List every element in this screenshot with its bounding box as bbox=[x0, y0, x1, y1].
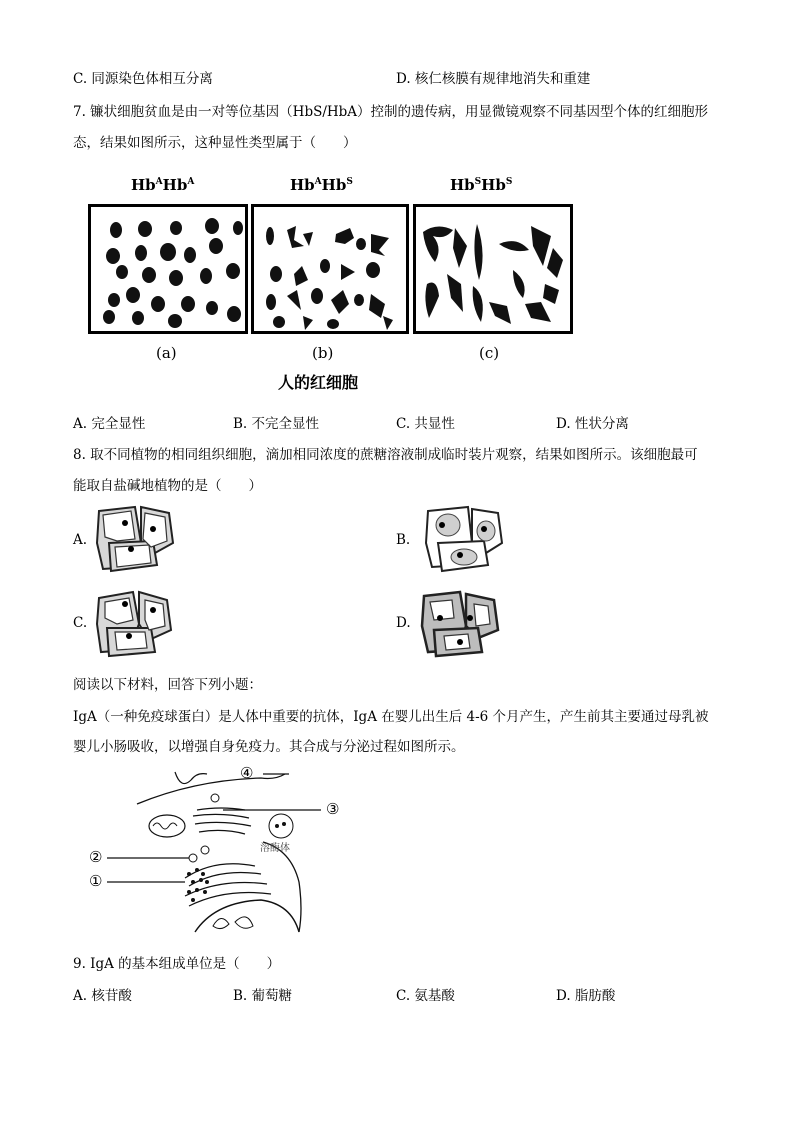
lysosome-label: 溶酶体 bbox=[260, 843, 290, 854]
q9-option-a: A. 核苷酸 bbox=[73, 988, 132, 1004]
q7-option-c: C. 共显性 bbox=[396, 416, 455, 432]
q9-option-c: C. 氨基酸 bbox=[396, 988, 455, 1004]
q8-option-a-cells bbox=[95, 503, 175, 573]
q8-option-a-label: A. bbox=[73, 532, 88, 548]
q6-option-c: C. 同源染色体相互分离 bbox=[73, 71, 213, 87]
material-line2: 婴儿小肠吸收，以增强自身免疫力。其合成与分泌过程如图所示。 bbox=[73, 739, 465, 755]
label-hba-hbs: $Hb^AHb^S$ bbox=[290, 176, 353, 194]
label-hba-hba: $Hb^AHb^A$ bbox=[131, 176, 195, 194]
q8-option-d-cells bbox=[420, 588, 500, 658]
q9-option-b: B. 葡萄糖 bbox=[233, 988, 293, 1004]
label-3: ③ bbox=[326, 800, 340, 818]
material-line1: IgA（一种免疫球蛋白）是人体中重要的抗体，IgA 在婴儿出生后 4-6 个月产生，产生前其主要通过母乳被 bbox=[73, 709, 709, 725]
material-intro: 阅读以下材料，回答下列小题： bbox=[73, 677, 262, 693]
q7-stem-line1: 7. 镰状细胞贫血是由一对等位基因（HbS/HbA）控制的遗传病，用显微镜观察不同基因型个体的红细胞形 bbox=[73, 104, 709, 120]
q8-option-c-label: C. bbox=[73, 615, 88, 631]
label-hbs-hbs: $Hb^SHb^S$ bbox=[450, 176, 513, 194]
caption-b: (b) bbox=[312, 344, 334, 362]
q6-option-d: D. 核仁核膜有规律地消失和重建 bbox=[396, 71, 591, 87]
panel-b-mixed-cells bbox=[251, 204, 409, 334]
q8-option-d-label: D. bbox=[396, 615, 411, 631]
q8-option-c-cells bbox=[95, 588, 175, 658]
q8-option-b-label: B. bbox=[396, 532, 411, 548]
q7-option-a: A. 完全显性 bbox=[73, 416, 146, 432]
panel-c-sickle-cells bbox=[413, 204, 573, 334]
label-4: ④ bbox=[240, 764, 254, 782]
caption-a: (a) bbox=[156, 344, 177, 362]
cell-secretion-illustration bbox=[85, 762, 375, 937]
q8-stem-line1: 8. 取不同植物的相同组织细胞，滴加相同浓度的蔗糖溶液制成临时装片观察，结果如图所示。该细胞最可 bbox=[73, 447, 698, 463]
q9-stem: 9. IgA 的基本组成单位是（ ） bbox=[73, 956, 281, 972]
q8-stem-line2: 能取自盐碱地植物的是（ ） bbox=[73, 478, 262, 494]
q7-stem-line2: 态，结果如图所示，这种显性类型属于（ ） bbox=[73, 135, 357, 151]
figure-title: 人的红细胞 bbox=[278, 373, 359, 392]
panel-a-normal-cells bbox=[88, 204, 248, 334]
q7-option-b: B. 不完全显性 bbox=[233, 416, 320, 432]
q7-option-d: D. 性状分离 bbox=[556, 416, 629, 432]
q9-option-d: D. 脂肪酸 bbox=[556, 988, 616, 1004]
q8-option-b-cells bbox=[424, 503, 504, 573]
caption-c: (c) bbox=[479, 344, 500, 362]
label-2: ② bbox=[89, 848, 103, 866]
label-1: ① bbox=[89, 872, 103, 890]
